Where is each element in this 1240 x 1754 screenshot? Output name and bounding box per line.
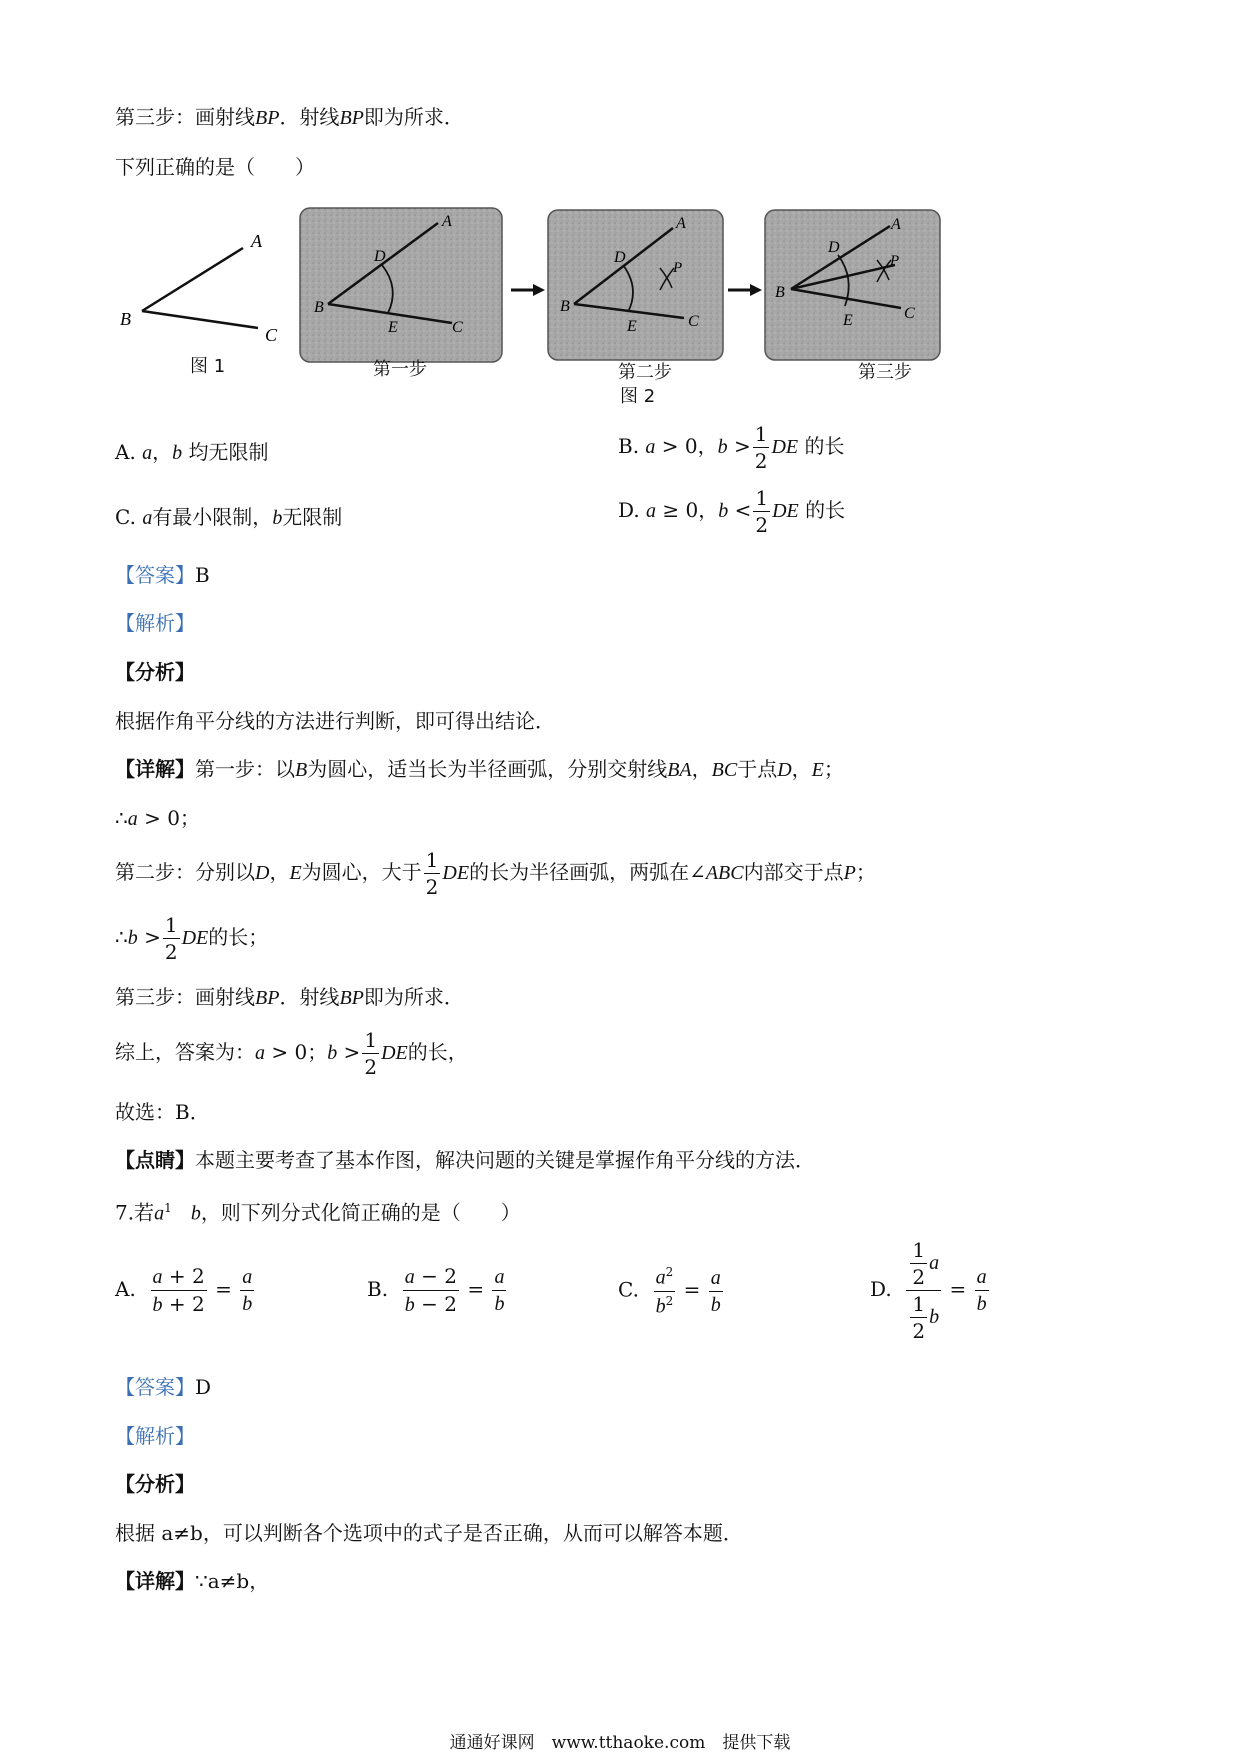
q6-dianjing: 【点睛】本题主要考查了基本作图，解决问题的关键是掌握作角平分线的方法． bbox=[115, 1148, 815, 1172]
q6-fenxi-label: 【分析】 bbox=[115, 660, 195, 684]
step3-caption: 第三步 bbox=[858, 362, 912, 383]
q6-analysis-label: 【解析】 bbox=[115, 611, 195, 635]
step2-label-p: P bbox=[673, 260, 683, 276]
q6-therefore-a: ∴a > 0； bbox=[115, 806, 200, 830]
step2-label-e: E bbox=[627, 318, 637, 335]
fig1-caption: 图 1 bbox=[190, 356, 226, 377]
step1-label-d: D bbox=[374, 248, 386, 265]
q7-option-d: D. $\frac{1}{2}$ a $\frac{1}{2}$ b = $\frac{a}{b}$ bbox=[870, 1238, 987, 1343]
q6-option-d: D. a ≥ 0，b < $\frac{1}{2}$ DE 的长 bbox=[618, 486, 846, 537]
page-footer: 通通好课网 www.tthaoke.com 提供下载 bbox=[449, 1733, 791, 1753]
q6-step3-again: 第三步：画射线BP．射线BP即为所求． bbox=[115, 985, 464, 1009]
step2-label-d: D bbox=[614, 249, 626, 266]
q7-option-c: C. $\frac{a^2}{b^2}$ = $\frac{a}{b}$ bbox=[618, 1265, 721, 1318]
fig1-label-c: C bbox=[265, 325, 278, 345]
step1-label-a: A bbox=[442, 213, 452, 230]
q7-option-b: B. $\frac{a - 2}{b - 2}$ = $\frac{a}{b}$ bbox=[367, 1264, 505, 1316]
q7-detail: 【详解】∵a≠b， bbox=[115, 1569, 270, 1593]
q6-detail-step2: 第二步：分别以D，E为圆心，大于 $\frac{1}{2}$ DE的长为半径画弧，两弧在∠ABC内部交于点P； bbox=[115, 848, 876, 899]
q7-answer: 【答案】D bbox=[115, 1375, 212, 1399]
q6-option-b: B. a > 0，b > $\frac{1}{2}$ DE 的长 bbox=[618, 422, 845, 473]
step3-label-a: A bbox=[891, 216, 901, 233]
q6-choose: 故选：B． bbox=[115, 1100, 210, 1124]
q6-detail-step1: 【详解】第一步：以B为圆心，适当长为半径画弧，分别交射线BA，BC于点D，E； bbox=[115, 757, 844, 781]
step1-caption: 第一步 bbox=[373, 359, 427, 380]
construction-figure bbox=[105, 205, 1005, 370]
q6-answer: 【答案】B bbox=[115, 563, 210, 587]
step3-panel bbox=[765, 210, 940, 360]
fig2-caption: 图 2 bbox=[620, 386, 656, 407]
q7-option-a: A. $\frac{a + 2}{b + 2}$ = $\frac{a}{b}$ bbox=[115, 1264, 253, 1316]
q7-fenxi-label: 【分析】 bbox=[115, 1472, 195, 1496]
q6-option-a: A. a，b 均无限制 bbox=[115, 440, 269, 464]
q6-therefore-b: ∴b > $\frac{1}{2}$ DE的长； bbox=[115, 913, 269, 964]
q6-question: 下列正确的是（ ） bbox=[115, 155, 315, 179]
q6-summary: 综上，答案为：a > 0；b > $\frac{1}{2}$ DE的长， bbox=[115, 1028, 468, 1079]
step1-label-c: C bbox=[452, 319, 463, 336]
step3-label-b: B bbox=[775, 284, 785, 301]
arrow-2 bbox=[728, 284, 762, 296]
q6-step3-line: 第三步：画射线BP．射线BP即为所求． bbox=[115, 105, 464, 129]
q6-option-c: C. a有最小限制，b无限制 bbox=[115, 505, 343, 529]
fig1-label-a: A bbox=[251, 231, 262, 251]
step1-panel bbox=[300, 208, 502, 362]
arrow-1 bbox=[511, 284, 545, 296]
fig1-label-b: B bbox=[120, 309, 131, 329]
step3-label-c: C bbox=[904, 305, 915, 322]
step3-label-d: D bbox=[828, 239, 840, 256]
step1-label-e: E bbox=[388, 319, 398, 336]
step3-label-e: E bbox=[843, 312, 853, 329]
step2-panel bbox=[548, 210, 723, 360]
step1-label-b: B bbox=[314, 299, 324, 316]
q6-fenxi-text: 根据作角平分线的方法进行判断，即可得出结论． bbox=[115, 709, 555, 733]
step2-label-c: C bbox=[688, 313, 699, 330]
step2-caption: 第二步 bbox=[618, 362, 672, 383]
q7-fenxi-text: 根据 a≠b，可以判断各个选项中的式子是否正确，从而可以解答本题． bbox=[115, 1521, 743, 1545]
step3-label-p: P bbox=[890, 253, 900, 269]
q7-stem: 7.若$a^1$ b，则下列分式化简正确的是（ ） bbox=[115, 1200, 521, 1225]
figure-1-angle bbox=[120, 231, 278, 345]
q7-analysis-label: 【解析】 bbox=[115, 1424, 195, 1448]
step2-label-b: B bbox=[560, 298, 570, 315]
step2-label-a: A bbox=[676, 215, 686, 232]
